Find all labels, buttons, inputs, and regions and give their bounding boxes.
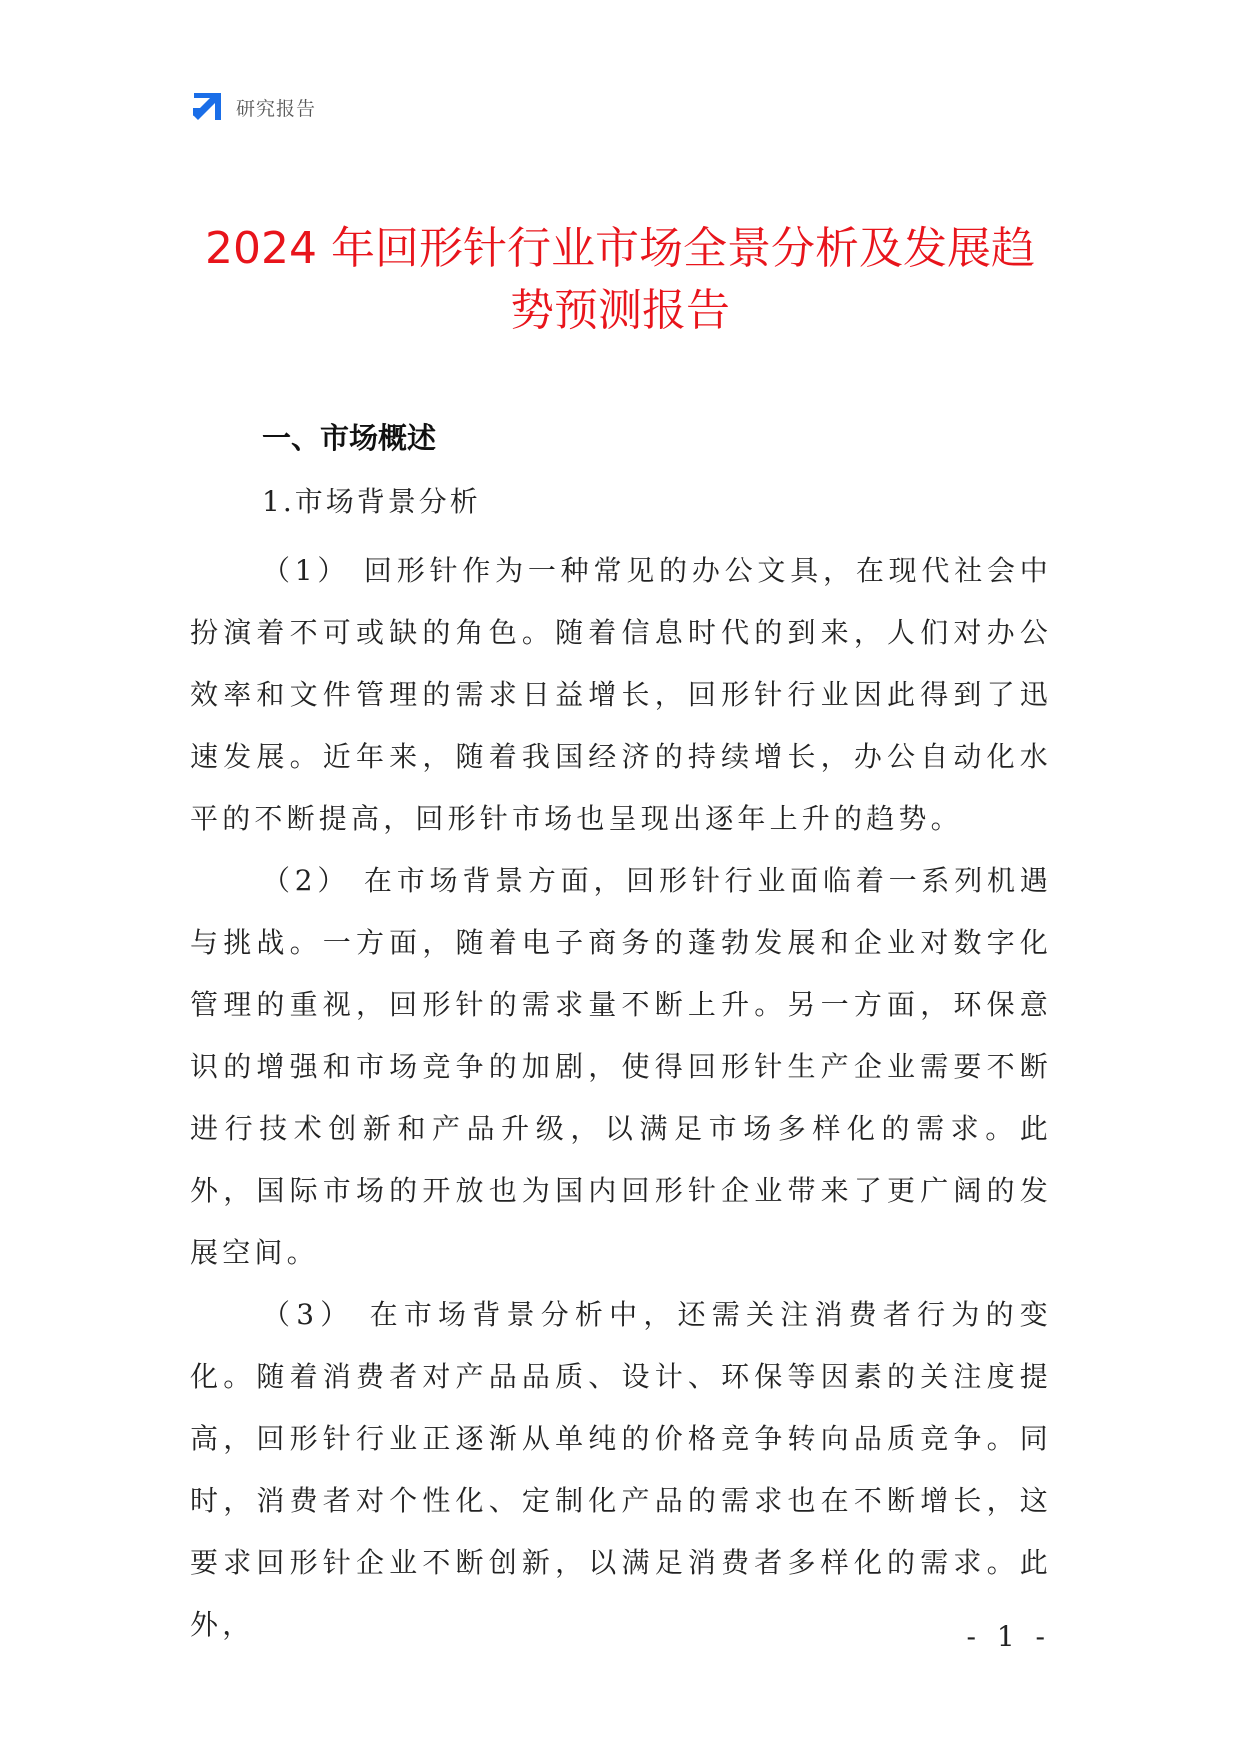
- title-line-2: 势预测报告: [510, 285, 730, 336]
- body-text: [190, 540, 1052, 1656]
- title-line-1: 2024 年回形针行业市场全景分析及发展趋: [205, 223, 1035, 274]
- subsection-heading: 1.市场背景分析: [262, 485, 481, 518]
- paragraph: （3） 在市场背景分析中，还需关注消费者行为的变化。随着消费者对产品品质、设计、环保等因素的关注度提高，回形针行业正逐渐从单纯的价格竞争转向品质竞争。同时，消费者对个性化、定制化产品的需求也在不断增长，这要求回形针企业不断创新，以满足消费者多样化的需求。此外，: [190, 1298, 1052, 1641]
- paragraph: （1） 回形针作为一种常见的办公文具，在现代社会中扮演着不可或缺的角色。随着信息时代的到来，人们对办公效率和文件管理的需求日益增长，回形针行业因此得到了迅速发展。近年来，随着我国经济的持续增长，办公自动化水平的不断提高，回形针市场也呈现出逐年上升的趋势。: [190, 554, 1052, 835]
- section-heading: 一、市场概述: [262, 421, 437, 455]
- page-number: - 1 -: [966, 1620, 1051, 1653]
- header-label: 研究报告: [236, 97, 317, 120]
- document-title: [190, 218, 1050, 342]
- report-header: [190, 90, 316, 124]
- paragraph: （2） 在市场背景方面，回形针行业面临着一系列机遇与挑战。一方面，随着电子商务的蓬勃发展和企业对数字化管理的重视，回形针的需求量不断上升。另一方面，环保意识的增强和市场竞争的加剧，使得回形针生产企业需要不断进行技术创新和产品升级，以满足市场多样化的需求。此外，国际市场的开放也为国内回形针企业带来了更广阔的发展空间。: [190, 864, 1052, 1269]
- arrow-up-right-logo-icon: [190, 90, 224, 124]
